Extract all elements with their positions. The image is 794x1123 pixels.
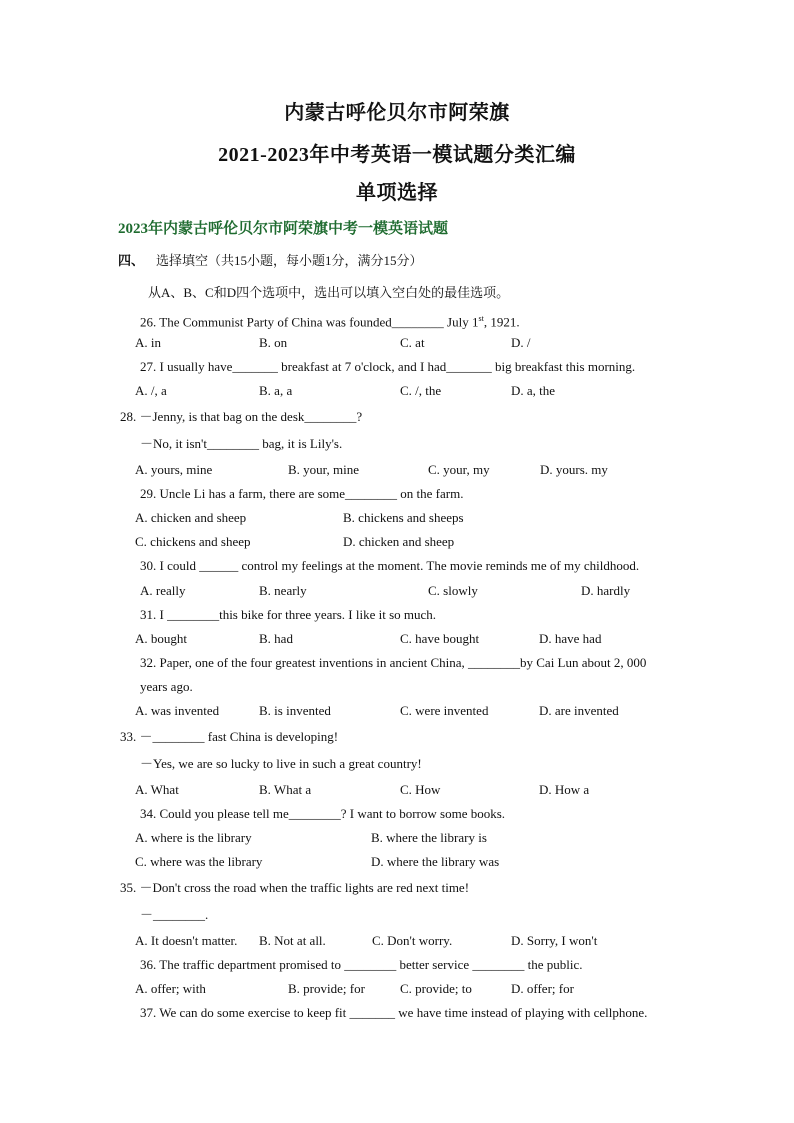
q32-option-c: C. were invented: [400, 703, 489, 718]
question-27-stem: 27. I usually have_______ breakfast at 7 o'clock, and I had_______ big breakfast this morning.: [140, 359, 636, 374]
q34-option-d: D. where the library was: [371, 854, 500, 869]
q35-option-a: A. It doesn't matter.: [135, 933, 238, 948]
question-28-stem: 28. －Jenny, is that bag on the desk________?: [120, 409, 363, 424]
q31-option-a: A. bought: [135, 631, 187, 646]
title-category: 单项选择: [356, 182, 438, 204]
q26-option-a: A. in: [135, 335, 161, 350]
question-33-reply: －Yes, we are so lucky to live in such a great country!: [140, 756, 422, 771]
title-region: 内蒙古呼伦贝尔市阿荣旗: [284, 102, 510, 124]
q35-option-d: D. Sorry, I won't: [511, 933, 598, 948]
q31-option-c: C. have bought: [400, 631, 480, 646]
q30-option-b: B. nearly: [259, 583, 307, 598]
q32-option-b: B. is invented: [259, 703, 331, 718]
question-35-stem: 35. －Don't cross the road when the traffic lights are red next time!: [120, 880, 470, 895]
question-33-stem: 33. －________ fast China is developing!: [120, 729, 339, 744]
q28-option-a: A. yours, mine: [135, 462, 213, 477]
q28-option-b: B. your, mine: [288, 462, 359, 477]
question-26-stem: 26. The Communist Party of China was founded________ July 1st, 1921.: [140, 314, 520, 330]
question-37-stem: 37. We can do some exercise to keep fit _______ we have time instead of playing with cellphone.: [140, 1005, 648, 1020]
question-35-reply: －________.: [140, 907, 209, 922]
part-instruction: 从A、B、C和D四个选项中，选出可以填入空白处的最佳选项。: [148, 285, 510, 300]
question-29-stem: 29. Uncle Li has a farm, there are some________ on the farm.: [140, 486, 464, 501]
q26-option-d: D. /: [511, 335, 531, 350]
question-31-stem: 31. I ________this bike for three years. I like it so much.: [140, 607, 437, 622]
part-heading: 选择填空（共15小题，每小题1分，满分15分）: [156, 253, 423, 268]
q27-option-c: C. /, the: [400, 383, 442, 398]
q29-option-c: C. chickens and sheep: [135, 534, 251, 549]
q29-option-d: D. chicken and sheep: [343, 534, 455, 549]
q28-option-d: D. yours. my: [540, 462, 608, 477]
q27-option-a: A. /, a: [135, 383, 167, 398]
q34-option-a: A. where is the library: [135, 830, 252, 845]
question-30-stem: 30. I could ______ control my feelings at the moment. The movie reminds me of my childhood.: [140, 558, 640, 573]
part-number: 四、: [118, 253, 145, 268]
q33-option-a: A. What: [135, 782, 179, 797]
q28-option-c: C. your, my: [428, 462, 490, 477]
q32-option-d: D. are invented: [539, 703, 619, 718]
q32-option-a: A. was invented: [135, 703, 220, 718]
q27-option-d: D. a, the: [511, 383, 556, 398]
section-title: 2023年内蒙古呼伦贝尔市阿荣旗中考一模英语试题: [118, 221, 449, 237]
q29-option-b: B. chickens and sheeps: [343, 510, 464, 525]
q27-option-b: B. a, a: [259, 383, 293, 398]
q30-option-a: A. really: [140, 583, 186, 598]
q30-option-d: D. hardly: [581, 583, 631, 598]
question-32-stem-cont: years ago.: [140, 679, 193, 694]
q33-option-c: C. How: [400, 782, 441, 797]
q26-option-b: B. on: [259, 335, 288, 350]
title-main: 2021-2023年中考英语一模试题分类汇编: [218, 144, 576, 166]
question-32-stem: 32. Paper, one of the four greatest inventions in ancient China, ________by Cai Lun about 2, 000: [140, 655, 647, 670]
q36-option-b: B. provide; for: [288, 981, 365, 996]
q36-option-d: D. offer; for: [511, 981, 574, 996]
question-34-stem: 34. Could you please tell me________? I want to borrow some books.: [140, 806, 506, 821]
q36-option-a: A. offer; with: [135, 981, 206, 996]
q34-option-c: C. where was the library: [135, 854, 263, 869]
q35-option-c: C. Don't worry.: [372, 933, 453, 948]
q31-option-b: B. had: [259, 631, 293, 646]
q35-option-b: B. Not at all.: [259, 933, 326, 948]
q34-option-b: B. where the library is: [371, 830, 487, 845]
q33-option-d: D. How a: [539, 782, 590, 797]
question-28-reply: －No, it isn't________ bag, it is Lily's.: [140, 436, 343, 451]
q29-option-a: A. chicken and sheep: [135, 510, 247, 525]
q36-option-c: C. provide; to: [400, 981, 472, 996]
q26-option-c: C. at: [400, 335, 425, 350]
q30-option-c: C. slowly: [428, 583, 478, 598]
q31-option-d: D. have had: [539, 631, 602, 646]
q33-option-b: B. What a: [259, 782, 312, 797]
question-36-stem: 36. The traffic department promised to ________ better service ________ the public.: [140, 957, 583, 972]
